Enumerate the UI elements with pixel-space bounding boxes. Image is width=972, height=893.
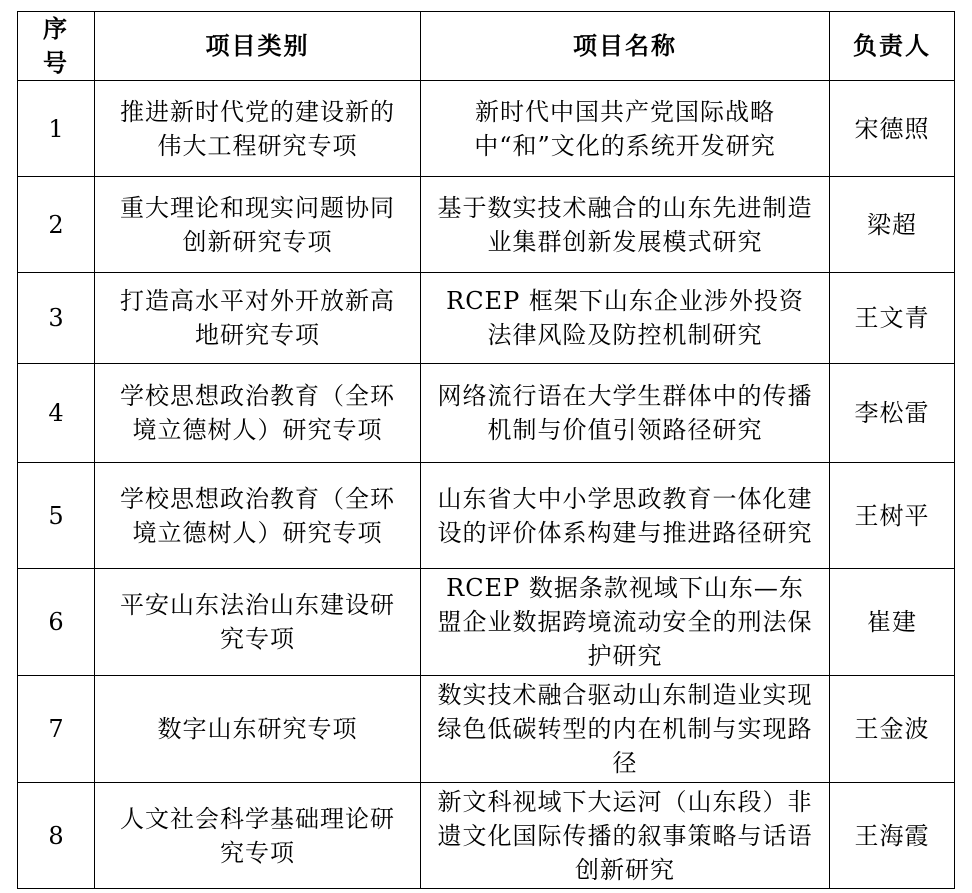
table-row — [18, 273, 955, 364]
cell-no: 6 — [18, 569, 95, 676]
table-row — [18, 676, 955, 783]
cell-category: 人文社会科学基础理论研究专项 — [95, 783, 421, 889]
cell-person: 王金波 — [830, 676, 955, 783]
cell-project-name: RCEP 框架下山东企业涉外投资法律风险及防控机制研究 — [421, 273, 830, 364]
cell-no: 8 — [18, 783, 95, 889]
header-name: 项目名称 — [421, 12, 830, 81]
table-row — [18, 177, 955, 273]
header-person: 负责人 — [830, 12, 955, 81]
cell-person: 梁超 — [830, 177, 955, 273]
cell-no: 7 — [18, 676, 95, 783]
cell-category: 重大理论和现实问题协同创新研究专项 — [95, 177, 421, 273]
cell-person: 王海霞 — [830, 783, 955, 889]
cell-person: 李松雷 — [830, 364, 955, 463]
cell-person: 王树平 — [830, 463, 955, 569]
cell-project-name: 网络流行语在大学生群体中的传播机制与价值引领路径研究 — [421, 364, 830, 463]
header-category: 项目类别 — [95, 12, 421, 81]
cell-category: 平安山东法治山东建设研究专项 — [95, 569, 421, 676]
table-row — [18, 463, 955, 569]
cell-project-name: 数实技术融合驱动山东制造业实现绿色低碳转型的内在机制与实现路径 — [421, 676, 830, 783]
cell-person: 崔建 — [830, 569, 955, 676]
header-row — [18, 12, 955, 81]
table-row — [18, 364, 955, 463]
cell-category: 推进新时代党的建设新的伟大工程研究专项 — [95, 81, 421, 177]
table-row — [18, 569, 955, 676]
cell-no: 5 — [18, 463, 95, 569]
cell-project-name: RCEP 数据条款视域下山东—东盟企业数据跨境流动安全的刑法保护研究 — [421, 569, 830, 676]
cell-person: 王文青 — [830, 273, 955, 364]
project-table — [17, 11, 955, 889]
cell-no: 2 — [18, 177, 95, 273]
cell-no: 1 — [18, 81, 95, 177]
cell-category: 数字山东研究专项 — [95, 676, 421, 783]
cell-project-name: 新时代中国共产党国际战略中“和”文化的系统开发研究 — [421, 81, 830, 177]
cell-no: 3 — [18, 273, 95, 364]
cell-person: 宋德照 — [830, 81, 955, 177]
cell-category: 学校思想政治教育（全环境立德树人）研究专项 — [95, 463, 421, 569]
table-row — [18, 81, 955, 177]
cell-no: 4 — [18, 364, 95, 463]
header-no: 序号 — [18, 12, 95, 81]
cell-project-name: 基于数实技术融合的山东先进制造业集群创新发展模式研究 — [421, 177, 830, 273]
cell-category: 打造高水平对外开放新高地研究专项 — [95, 273, 421, 364]
cell-category: 学校思想政治教育（全环境立德树人）研究专项 — [95, 364, 421, 463]
table-row — [18, 783, 955, 889]
cell-project-name: 新文科视域下大运河（山东段）非遗文化国际传播的叙事策略与话语创新研究 — [421, 783, 830, 889]
cell-project-name: 山东省大中小学思政教育一体化建设的评价体系构建与推进路径研究 — [421, 463, 830, 569]
